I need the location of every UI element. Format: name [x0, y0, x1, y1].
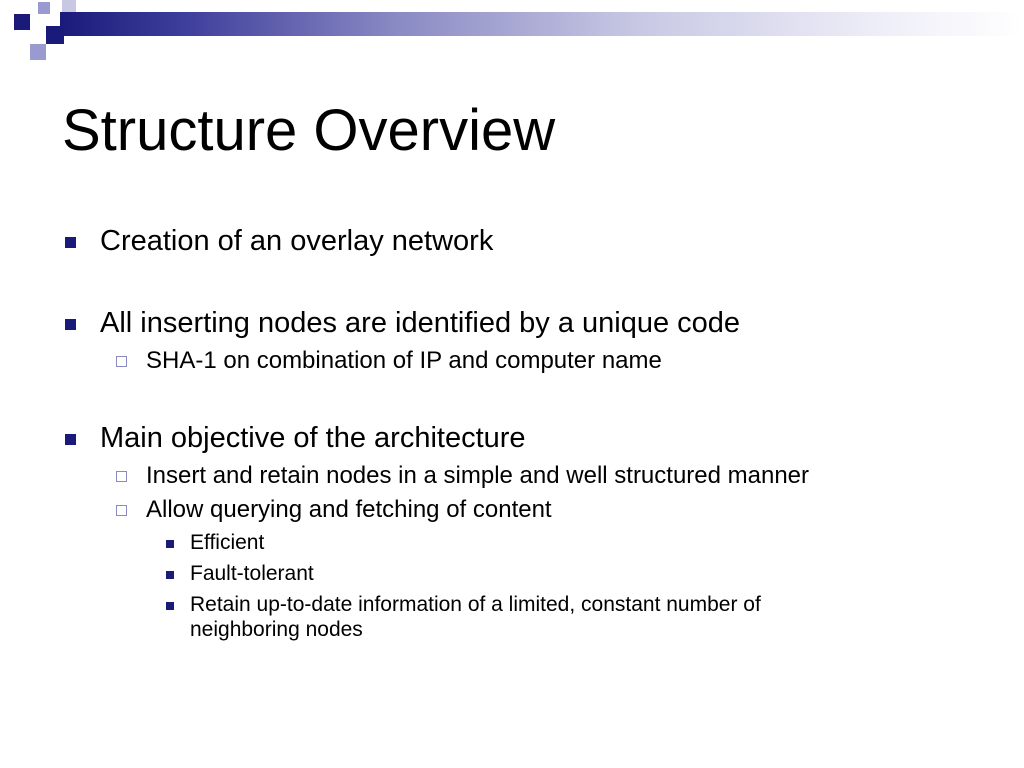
sub-sub-bullet-item: Retain up-to-date information of a limited, constant number of: [190, 593, 761, 616]
square-bullet-icon: [65, 319, 76, 330]
sub-sub-bullet-continuation: neighboring nodes: [190, 618, 363, 641]
sub-sub-bullet-item: Fault-tolerant: [190, 562, 314, 585]
hollow-square-bullet-icon: [116, 356, 127, 367]
hollow-square-bullet-icon: [116, 471, 127, 482]
sub-bullet-item: Insert and retain nodes in a simple and well structured manner: [146, 462, 810, 489]
square-bullet-icon: [65, 237, 76, 248]
small-square-bullet-icon: [166, 571, 174, 579]
hollow-square-bullet-icon: [116, 505, 127, 516]
square-bullet-icon: [65, 434, 76, 445]
small-square-bullet-icon: [166, 602, 174, 610]
bullet-item: Main objective of the architecture: [100, 422, 526, 454]
sub-bullet-item: Allow querying and fetching of content: [146, 496, 552, 523]
slide-title: Structure Overview: [62, 98, 556, 163]
bullet-item: Creation of an overlay network: [100, 225, 494, 257]
sub-sub-bullet-item: Efficient: [190, 531, 265, 554]
sub-bullet-item: SHA-1 on combination of IP and computer name: [146, 347, 662, 374]
small-square-bullet-icon: [166, 540, 174, 548]
bullet-item: All inserting nodes are identified by a unique code: [100, 307, 741, 339]
